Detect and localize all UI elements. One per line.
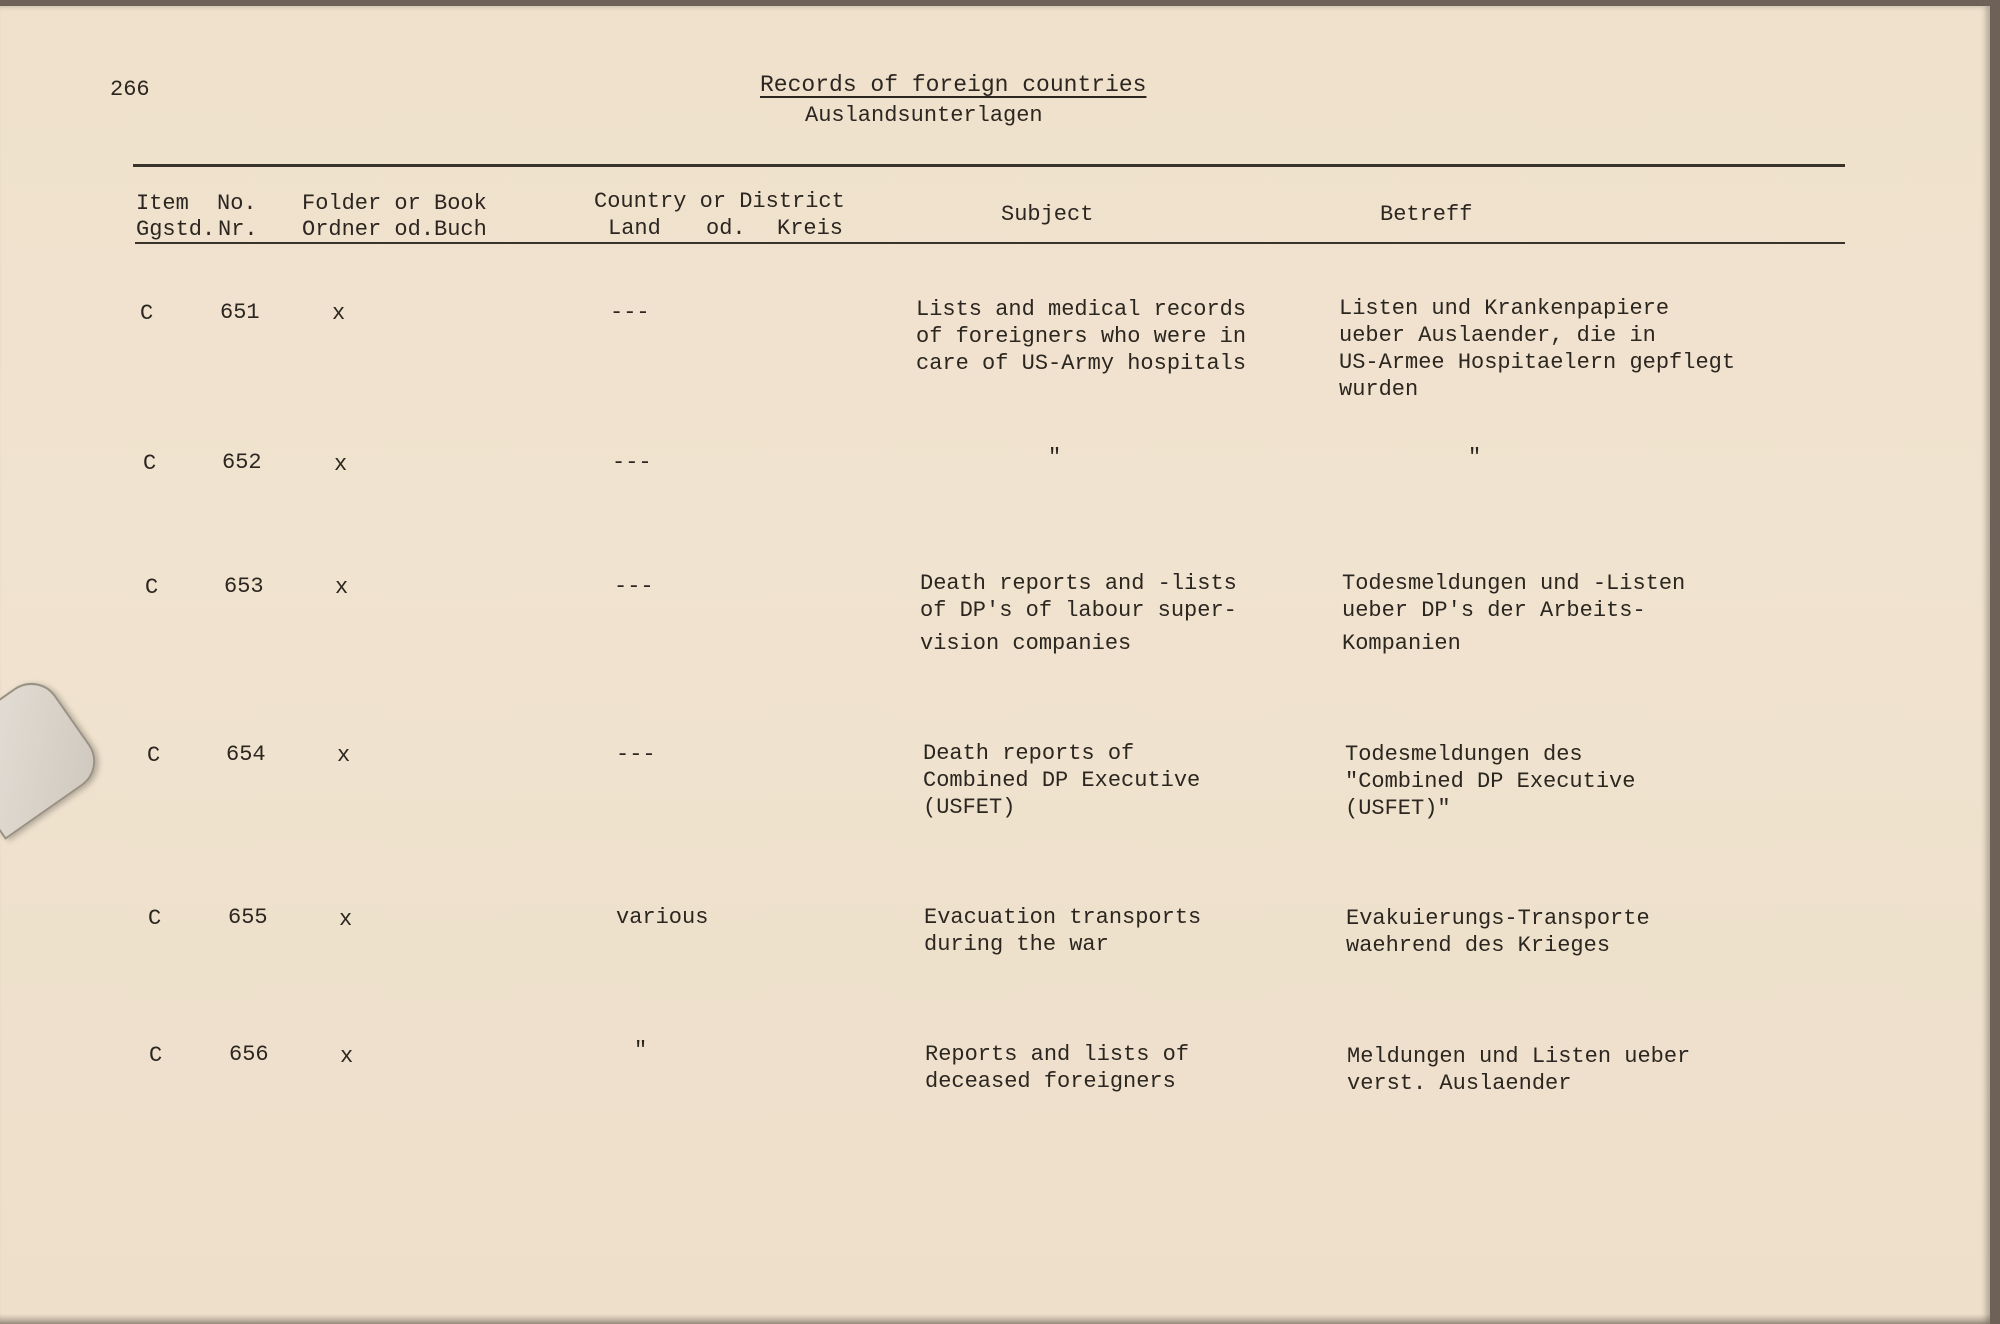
col-country-de-3: Kreis	[777, 216, 844, 241]
row-betreff-line: "	[1468, 445, 1482, 470]
row-betreff-line: Todesmeldungen des	[1345, 742, 1583, 767]
row-betreff-line: wurden	[1339, 377, 1419, 402]
row-number: 655	[228, 905, 268, 930]
row-subject-line: Death reports and -lists	[920, 571, 1237, 596]
row-subject-line: Evacuation transports	[924, 905, 1202, 930]
row-country: ---	[610, 300, 650, 325]
row-betreff-line: (USFET)"	[1345, 796, 1451, 821]
row-item: C	[147, 743, 161, 768]
col-folder-en: Folder or Book	[302, 191, 487, 216]
page-bottom-edge	[0, 1314, 1990, 1324]
row-number: 651	[220, 300, 260, 325]
col-country-de-1: Land	[608, 216, 661, 241]
row-country: various	[616, 905, 709, 930]
row-subject-line: Death reports of	[923, 741, 1135, 766]
row-subject-line: Reports and lists of	[925, 1042, 1190, 1067]
page-subtitle: Auslandsunterlagen	[805, 103, 1043, 128]
row-number: 656	[229, 1042, 269, 1067]
col-country-de-2: od.	[706, 216, 746, 241]
row-item: C	[145, 575, 159, 600]
page-number: 266	[110, 77, 150, 102]
row-subject-line: deceased foreigners	[925, 1069, 1176, 1094]
row-betreff-line: ueber Auslaender, die in	[1339, 323, 1656, 348]
col-folder-de: Ordner od.Buch	[302, 217, 487, 242]
row-subject-line: of foreigners who were in	[916, 324, 1247, 349]
row-subject-line: of DP's of labour super-	[920, 598, 1237, 623]
row-country: ---	[616, 742, 656, 767]
row-number: 652	[222, 450, 262, 475]
row-betreff-line: verst. Auslaender	[1347, 1071, 1572, 1096]
row-folder-mark: x	[340, 1044, 354, 1069]
row-betreff-line: Listen und Krankenpapiere	[1339, 296, 1670, 321]
row-item: C	[148, 906, 162, 931]
row-betreff-line: waehrend des Krieges	[1346, 933, 1611, 958]
row-betreff-line: Kompanien	[1342, 631, 1461, 656]
row-subject-line: Lists and medical records	[916, 297, 1247, 322]
row-number: 653	[224, 574, 264, 599]
row-country: ---	[612, 450, 652, 475]
row-betreff-line: ueber DP's der Arbeits-	[1342, 598, 1646, 623]
row-folder-mark: x	[339, 907, 353, 932]
col-no-en: No.	[217, 191, 257, 216]
row-betreff-line: Todesmeldungen und -Listen	[1342, 571, 1686, 596]
col-item-de: Ggstd.	[136, 217, 216, 242]
row-subject-line: (USFET)	[923, 795, 1016, 820]
row-number: 654	[226, 742, 266, 767]
col-subject: Subject	[1001, 202, 1094, 227]
page-tab-marker	[0, 671, 107, 840]
row-subject-line: Combined DP Executive	[923, 768, 1201, 793]
row-item: C	[143, 451, 157, 476]
col-item-en: Item	[136, 191, 189, 216]
row-folder-mark: x	[332, 301, 346, 326]
page-title: Records of foreign countries	[760, 72, 1147, 98]
row-folder-mark: x	[335, 575, 349, 600]
row-item: C	[140, 301, 154, 326]
document-page	[0, 6, 1990, 1324]
col-country-en: Country or District	[594, 189, 845, 214]
row-folder-mark: x	[337, 743, 351, 768]
row-subject-line: vision companies	[920, 631, 1132, 656]
row-subject-line: during the war	[924, 932, 1109, 957]
row-betreff-line: US-Armee Hospitaelern gepflegt	[1339, 350, 1736, 375]
row-betreff-line: Evakuierungs-Transporte	[1346, 906, 1650, 931]
row-betreff-line: "Combined DP Executive	[1345, 769, 1636, 794]
col-no-de: Nr.	[218, 217, 258, 242]
row-subject-line: "	[1048, 445, 1062, 470]
row-folder-mark: x	[334, 452, 348, 477]
row-betreff-line: Meldungen und Listen ueber	[1347, 1044, 1691, 1069]
row-country: ---	[614, 574, 654, 599]
col-betreff: Betreff	[1380, 202, 1473, 227]
table-top-rule	[133, 164, 1845, 167]
row-subject-line: care of US-Army hospitals	[916, 351, 1247, 376]
row-item: C	[149, 1043, 163, 1068]
row-country: "	[634, 1038, 648, 1063]
